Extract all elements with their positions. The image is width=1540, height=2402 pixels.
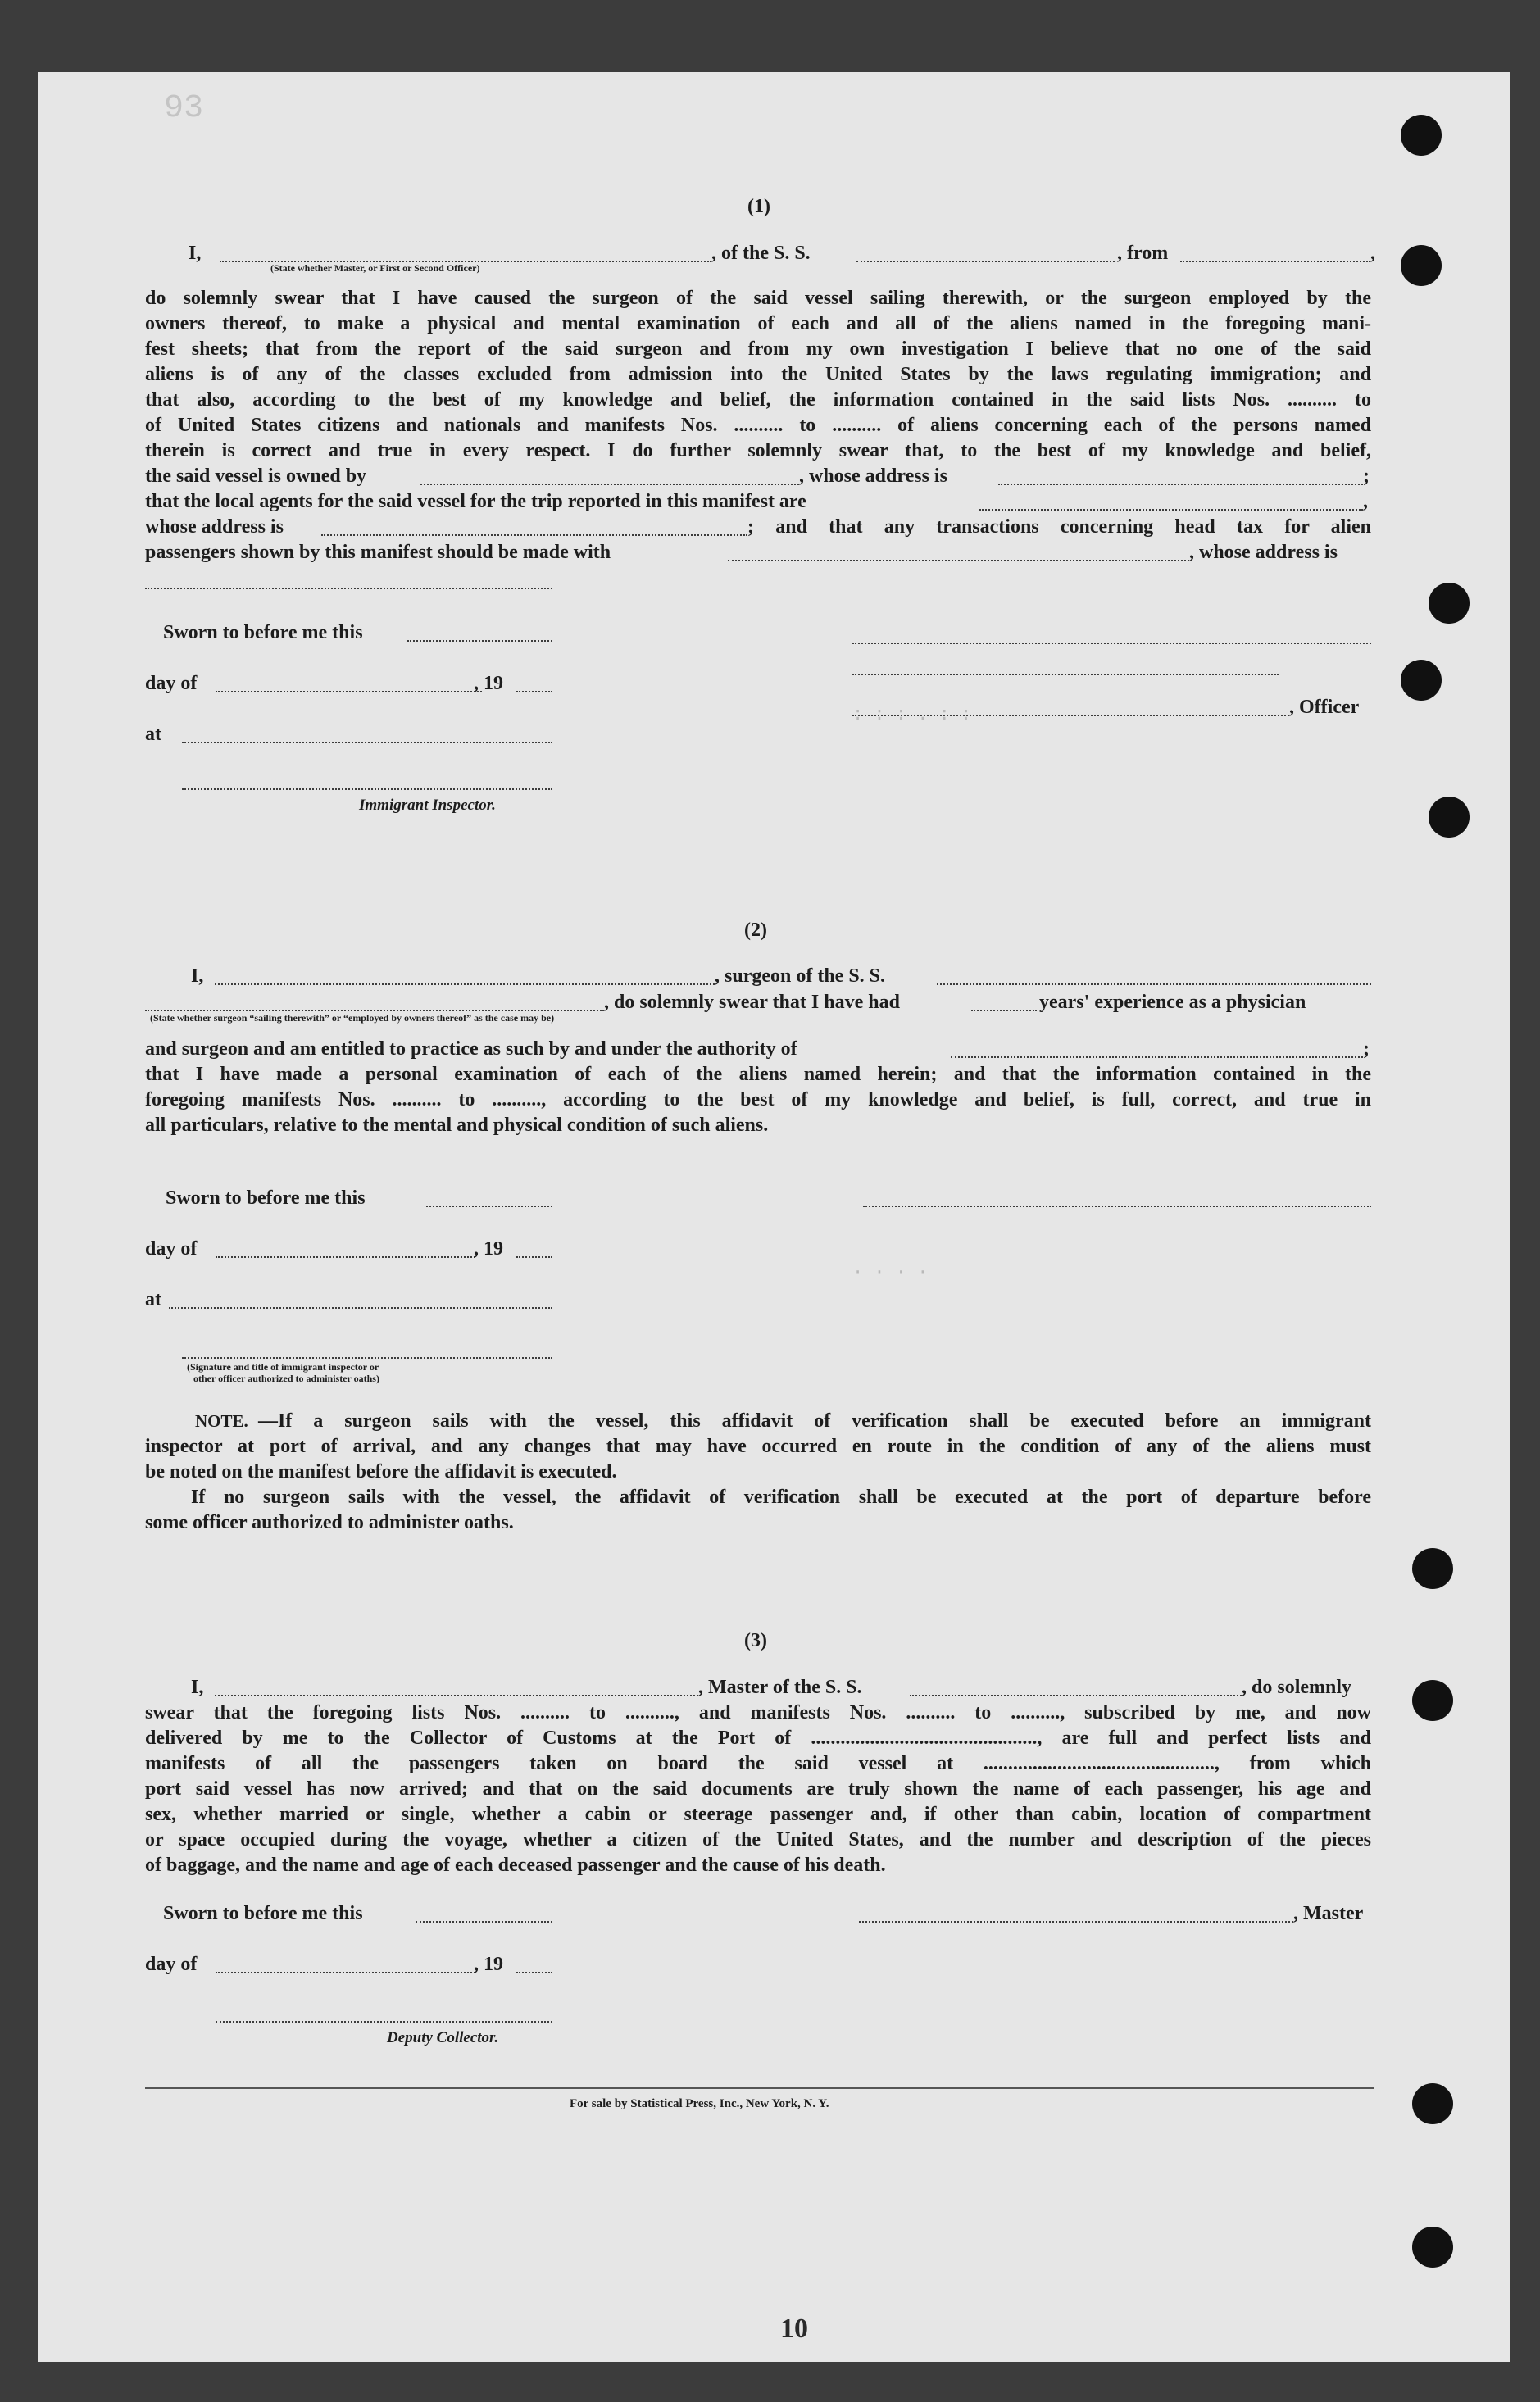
- s2-i-label: I,: [191, 965, 204, 987]
- s1-inspector-label: Immigrant Inspector.: [359, 797, 496, 814]
- s1-place-field[interactable]: [182, 742, 552, 743]
- s3-collector-signature-line[interactable]: [216, 2021, 552, 2023]
- s2-sworn-day-field[interactable]: [426, 1206, 552, 1207]
- s3-i-label: I,: [191, 1677, 204, 1698]
- s2-paragraph-line: all particulars, relative to the mental and physical condition of such aliens.: [145, 1115, 769, 1136]
- s3-paragraph-line: or space occupied during the voyage, whether a citizen of the United States, and the number and description of the pieces: [145, 1829, 1371, 1850]
- s1-end-comma: ,: [1363, 491, 1368, 512]
- s2-note-label: NOTE.: [195, 1411, 248, 1431]
- s1-head-tax-party-field[interactable]: [728, 560, 1189, 561]
- s1-from-label: , from: [1117, 243, 1169, 264]
- s3-year-field[interactable]: [516, 1972, 552, 1973]
- s1-paragraph-line: fest sheets; that from the report of the said surgeon and from my own investigation I believe that no one of the said: [145, 338, 1371, 360]
- punch-hole: [1429, 583, 1470, 624]
- s2-sworn-label: Sworn to before me this: [166, 1187, 366, 1209]
- s2-surgeon-type-field[interactable]: [145, 1010, 604, 1011]
- punch-hole: [1412, 2083, 1453, 2124]
- s1-month-field[interactable]: [216, 691, 482, 692]
- s1-i-label: I,: [189, 243, 202, 264]
- s3-day-of-label: day of: [145, 1954, 198, 1975]
- s1-agents-address-field[interactable]: [321, 534, 747, 536]
- s1-year-field[interactable]: [516, 691, 552, 692]
- s3-paragraph-line: of baggage, and the name and age of each deceased passenger and the cause of his death.: [145, 1855, 886, 1876]
- footer-printer-note: For sale by Statistical Press, Inc., New York, N. Y.: [570, 2097, 829, 2110]
- punch-hole: [1401, 245, 1442, 286]
- section-3-number: (3): [744, 1630, 767, 1651]
- s2-note-line: be noted on the manifest before the affidavit is executed.: [145, 1461, 617, 1483]
- s1-paragraph-line: aliens is of any of the classes excluded from admission into the United States by the laws regulating immigration; and: [145, 364, 1371, 385]
- s1-officer-note: (State whether Master, or First or Second Officer): [270, 262, 480, 274]
- section-2-number: (2): [744, 919, 767, 941]
- punch-hole: [1412, 1680, 1453, 1721]
- s1-sworn-day-field[interactable]: [407, 640, 552, 642]
- s1-paragraph-line: owners thereof, to make a physical and mental examination of each and all of the aliens named in the foregoing mani-: [145, 313, 1371, 334]
- s3-paragraph-line: sex, whether married or single, whether a cabin or steerage passenger and, if other than cabin, location of compartment: [145, 1804, 1371, 1825]
- s2-note-line: inspector at port of arrival, and any changes that may have occurred en route in the condition of any of the aliens must: [145, 1436, 1371, 1457]
- s2-surgeon-name-field[interactable]: [215, 983, 715, 985]
- s2-semicolon: ;: [1363, 1038, 1370, 1060]
- s2-signature-note-2: other officer authorized to administer oaths): [193, 1373, 379, 1384]
- s2-do-solemnly-label: , do solemnly swear that I have had: [604, 992, 900, 1013]
- s1-party-address-field[interactable]: [145, 588, 552, 589]
- s1-from-port-field[interactable]: [1180, 261, 1370, 262]
- s2-authority-field[interactable]: [951, 1056, 1363, 1058]
- s2-at-label: at: [145, 1289, 161, 1310]
- s1-day-of-label: day of: [145, 673, 198, 694]
- s2-place-field[interactable]: [169, 1307, 552, 1309]
- punch-hole: [1412, 2227, 1453, 2268]
- s3-vessel-name-field[interactable]: [910, 1695, 1242, 1696]
- s1-whose-address-label-3: , whose address is: [1189, 542, 1338, 563]
- s2-surgeon-signature-line[interactable]: [863, 1206, 1371, 1207]
- s1-at-label: at: [145, 724, 161, 745]
- s1-semicolon: ;: [1363, 465, 1370, 487]
- s3-master-signature-line[interactable]: [859, 1921, 1293, 1923]
- bleed-through-text-2: · · · ·: [852, 1262, 929, 1283]
- s1-end-comma: ,: [1370, 243, 1375, 264]
- s1-owner-address-field[interactable]: [998, 484, 1363, 485]
- s2-year-field[interactable]: [516, 1256, 552, 1258]
- s1-paragraph-line: of United States citizens and nationals and manifests Nos. .......... to .......... of aliens concerning each of the persons named: [145, 415, 1371, 436]
- s1-year-label: , 19: [474, 673, 503, 694]
- s1-sworn-label: Sworn to before me this: [163, 622, 363, 643]
- s3-sworn-day-field[interactable]: [416, 1921, 552, 1923]
- punch-hole: [1429, 797, 1470, 838]
- s1-vessel-name-field[interactable]: [856, 261, 1115, 262]
- punch-hole: [1401, 660, 1442, 701]
- s3-paragraph-line: manifests of all the passengers taken on board the said vessel at ..............................................., from which: [145, 1753, 1371, 1774]
- s2-month-field[interactable]: [216, 1256, 475, 1258]
- s1-paragraph-line: that also, according to the best of my knowledge and belief, the information contained in the said lists Nos. .......... to: [145, 389, 1371, 411]
- s1-head-tax-label: ; and that any transactions concerning head tax for alien: [747, 516, 1371, 538]
- s1-officer-signature-line[interactable]: [852, 715, 1289, 716]
- s2-surgeon-note: (State whether surgeon “sailing therewith” or “employed by owners thereof” as the case may be): [150, 1012, 555, 1024]
- s2-paragraph-line: that I have made a personal examination of each of the aliens named herein; and that the information contained in the: [145, 1064, 1371, 1085]
- s3-do-solemnly-label: , do solemnly: [1242, 1677, 1352, 1698]
- s2-signature-note-1: (Signature and title of immigrant inspector or: [187, 1361, 379, 1373]
- bleed-through-text: : : : . : :: [852, 705, 972, 725]
- s2-vessel-name-field[interactable]: [937, 983, 1371, 985]
- s3-year-label: , 19: [474, 1954, 503, 1975]
- s3-paragraph-line: port said vessel has now arrived; and that on the said documents are truly shown the name of each passenger, his age and: [145, 1778, 1371, 1800]
- s3-master-name-field[interactable]: [215, 1695, 698, 1696]
- s1-officer-signature-line-2[interactable]: [852, 674, 1279, 675]
- s2-note-line: If no surgeon sails with the vessel, the affidavit of verification shall be executed at the port of departure before: [191, 1487, 1371, 1508]
- section-1-number: (1): [747, 196, 770, 217]
- s2-inspector-signature-line[interactable]: [182, 1357, 552, 1359]
- s2-authority-label: and surgeon and am entitled to practice as such by and under the authority of: [145, 1038, 797, 1060]
- s1-passengers-label: passengers shown by this manifest should be made with: [145, 542, 611, 563]
- s1-local-agents-label: that the local agents for the said vessel for the trip reported in this manifest are: [145, 491, 806, 512]
- handwritten-page-number: 93: [164, 90, 204, 127]
- s2-surgeon-of-label: , surgeon of the S. S.: [715, 965, 886, 987]
- s1-of-ss-label: , of the S. S.: [711, 243, 811, 264]
- footer-rule: [145, 2087, 1374, 2089]
- s1-paragraph-line: do solemnly swear that I have caused the surgeon of the said vessel sailing therewith, or the surgeon employed by the: [145, 288, 1371, 309]
- s2-day-of-label: day of: [145, 1238, 198, 1260]
- s1-whose-address-label-2: whose address is: [145, 516, 284, 538]
- s1-owned-by-label: the said vessel is owned by: [145, 465, 367, 487]
- s2-years-field[interactable]: [971, 1010, 1037, 1011]
- s1-inspector-signature-line[interactable]: [182, 788, 552, 790]
- s2-paragraph-line: foregoing manifests Nos. .......... to .........., according to the best of my knowledge and belief, is full, correct, and true in: [145, 1089, 1371, 1110]
- s1-whose-address-label: , whose address is: [799, 465, 947, 487]
- s2-note-line: some officer authorized to administer oaths.: [145, 1512, 514, 1533]
- s3-master-of-label: , Master of the S. S.: [698, 1677, 862, 1698]
- s3-collector-label: Deputy Collector.: [387, 2029, 499, 2046]
- s2-note-line: —If a surgeon sails with the vessel, this affidavit of verification shall be executed before an immigrant: [258, 1410, 1371, 1432]
- s3-paragraph-line: delivered by me to the Collector of Customs at the Port of .............................................., are full and perfect lists and: [145, 1728, 1371, 1749]
- s1-officer-label: , Officer: [1289, 697, 1360, 718]
- s1-paragraph-line: therein is correct and true in every respect. I do further solemnly swear that, to the best of my knowledge and belief,: [145, 440, 1371, 461]
- punch-hole: [1401, 115, 1442, 156]
- s3-sworn-label: Sworn to before me this: [163, 1903, 363, 1924]
- s3-month-field[interactable]: [216, 1972, 475, 1973]
- s1-owner-field[interactable]: [420, 484, 799, 485]
- s2-years-label: years' experience as a physician: [1039, 992, 1306, 1013]
- page-stamp-number: 10: [780, 2313, 808, 2344]
- punch-hole: [1412, 1548, 1453, 1589]
- s1-local-agents-field[interactable]: [979, 509, 1363, 511]
- s1-officer-signature-line-1[interactable]: [852, 643, 1371, 644]
- s2-year-label: , 19: [474, 1238, 503, 1260]
- s3-paragraph-line: swear that the foregoing lists Nos. .......... to .........., and manifests Nos. .......... to .........., subscribed by me, and now: [145, 1702, 1371, 1723]
- s3-master-label: , Master: [1293, 1903, 1364, 1924]
